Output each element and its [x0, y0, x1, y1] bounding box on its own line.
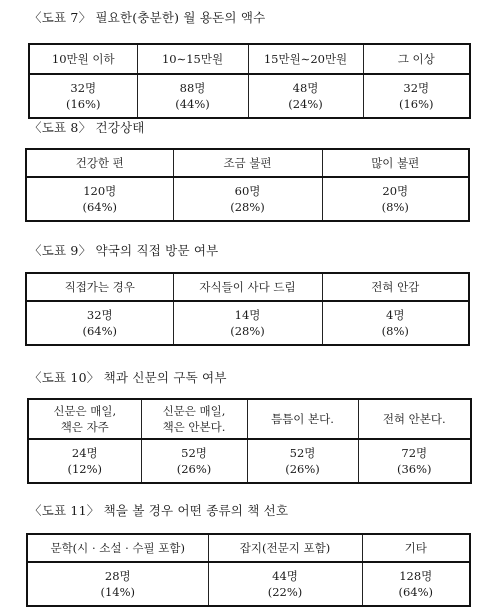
table-10-cell [358, 439, 471, 483]
percent-value: (22%) [267, 585, 303, 599]
count-value: 88명 [179, 81, 206, 95]
count-value: 44명 [272, 569, 298, 583]
table-8-cell [26, 177, 173, 221]
table-11-header: 잡지(전문지 포함) [208, 534, 362, 562]
count-value: 128명 [399, 569, 433, 583]
table-10-header [358, 399, 471, 439]
percent-value: (8%) [381, 200, 409, 214]
percent-value: (12%) [67, 462, 103, 476]
percent-value: (64%) [398, 585, 434, 599]
table-10-cell [141, 439, 247, 483]
header-line: 신문은 매일, [53, 404, 117, 418]
count-value: 14명 [234, 308, 261, 322]
percent-value: (26%) [176, 462, 212, 476]
percent-value: (16%) [398, 97, 434, 111]
percent-value: (44%) [175, 97, 210, 111]
table-9-header: 직접가는 경우 [26, 273, 173, 301]
table-8-cell [322, 177, 469, 221]
header-line: 신문은 매일, [162, 404, 226, 418]
percent-value: (14%) [100, 585, 136, 599]
table-8-header: 조금 불편 [173, 149, 322, 177]
count-value: 72명 [401, 446, 428, 460]
table-11-heading: 〈도표 11〉 책을 볼 경우 어떤 종류의 책 선호 [29, 503, 289, 518]
count-value: 32명 [70, 81, 97, 95]
table-9-heading: 〈도표 9〉 약국의 직접 방문 여부 [29, 243, 219, 258]
percent-value: (24%) [288, 97, 323, 111]
table-9-header: 전혀 안감 [322, 273, 469, 301]
table-10-cell [28, 439, 141, 483]
table-7 [28, 43, 471, 119]
count-value: 52명 [289, 446, 316, 460]
table-11-cell [208, 562, 362, 606]
table-9-cell [26, 301, 173, 345]
count-value: 32명 [86, 308, 113, 322]
count-value: 48명 [292, 81, 319, 95]
table-9-cell [173, 301, 322, 345]
count-value: 4명 [386, 308, 405, 322]
table-7-header: 15만원∼20만원 [248, 44, 363, 74]
table-8-heading: 〈도표 8〉 건강상태 [29, 120, 145, 135]
table-11-cell [362, 562, 470, 606]
count-value: 60명 [234, 184, 261, 198]
percent-value: (28%) [230, 324, 265, 338]
table-10-header [141, 399, 247, 439]
percent-value: (64%) [82, 200, 118, 214]
percent-value: (28%) [230, 200, 265, 214]
table-7-cell [248, 74, 363, 118]
table-9 [25, 272, 470, 346]
count-value: 32명 [403, 81, 430, 95]
table-9-cell [322, 301, 469, 345]
header-line: 책은 안본다. [162, 420, 226, 434]
percent-value: (16%) [65, 97, 101, 111]
percent-value: (8%) [381, 324, 409, 338]
table-10-header [28, 399, 141, 439]
percent-value: (64%) [82, 324, 118, 338]
table-8-header: 건강한 편 [26, 149, 173, 177]
table-7-cell [363, 74, 470, 118]
table-7-cell [29, 74, 137, 118]
table-7-header: 10만원 이하 [29, 44, 137, 74]
table-10-cell [247, 439, 358, 483]
table-7-heading: 〈도표 7〉 필요한(충분한) 월 용돈의 액수 [29, 10, 266, 25]
table-8-cell [173, 177, 322, 221]
table-11-header: 기타 [362, 534, 470, 562]
table-7-cell [137, 74, 248, 118]
table-8 [25, 148, 470, 222]
percent-value: (36%) [396, 462, 432, 476]
table-9-header: 자식들이 사다 드림 [173, 273, 322, 301]
table-11-cell [27, 562, 208, 606]
table-7-header: 그 이상 [363, 44, 470, 74]
count-value: 52명 [181, 446, 207, 460]
header-line: 전혀 안본다. [382, 412, 446, 426]
table-10-heading: 〈도표 10〉 책과 신문의 구독 여부 [29, 370, 227, 385]
percent-value: (26%) [285, 462, 320, 476]
header-line: 책은 자주 [60, 420, 109, 434]
table-10 [27, 398, 472, 484]
count-value: 24명 [71, 446, 98, 460]
table-8-header: 많이 불편 [322, 149, 469, 177]
count-value: 28명 [104, 569, 131, 583]
header-line: 틈틈이 본다. [271, 412, 334, 426]
count-value: 20명 [382, 184, 409, 198]
table-11 [26, 533, 471, 607]
table-7-header: 10∼15만원 [137, 44, 248, 74]
table-11-header: 문학(시 · 소설 · 수필 포함) [27, 534, 208, 562]
count-value: 120명 [83, 184, 117, 198]
table-10-header [247, 399, 358, 439]
